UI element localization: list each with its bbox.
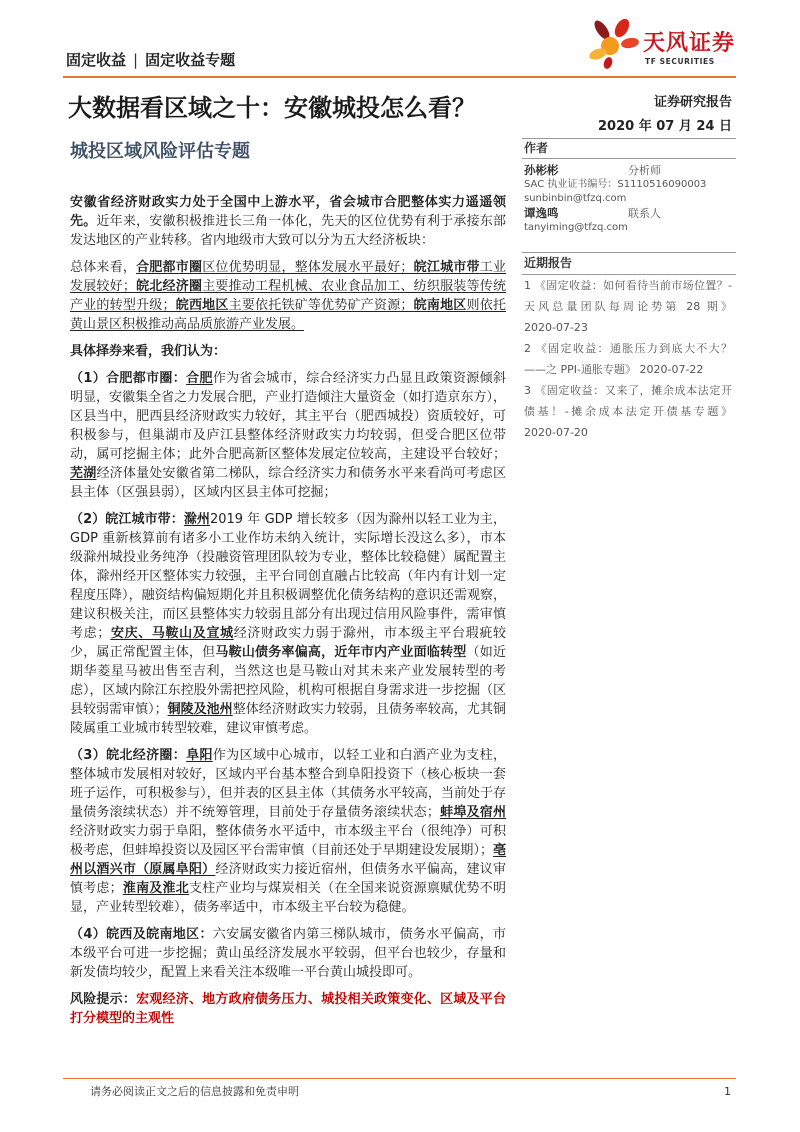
section-text: 支柱产业均与煤炭相关（在全国来说资源禀赋优势不明显，产业转型较难），债务率适中，市本级主平台较为稳健。 bbox=[70, 881, 506, 915]
recent-report-title: 《固定收益：如何看待当前市场位置？-天风总量团队每周论势第 28 期》 bbox=[524, 279, 733, 313]
sidebar-divider bbox=[522, 158, 736, 159]
report-type: 证券研究报告 bbox=[653, 95, 732, 110]
recent-report-date: 2020-07-23 bbox=[524, 321, 588, 334]
author-name: 孙彬彬 bbox=[524, 163, 559, 177]
header-topic: 固定收益专题 bbox=[145, 51, 236, 69]
header-section: 固定收益 bbox=[66, 51, 127, 69]
region-name-wanjiang: 皖江城市带 bbox=[413, 260, 480, 275]
page-subtitle: 城投区域风险评估专题 bbox=[70, 141, 250, 162]
author-email[interactable]: sunbinbin@tfzq.com bbox=[524, 193, 627, 204]
section-wanxi-wannan bbox=[70, 925, 506, 982]
region-name-wannan: 皖南地区 bbox=[413, 298, 467, 313]
tf-securities-logo bbox=[586, 14, 736, 72]
selection-lead: 具体择券来看，我们认为： bbox=[70, 344, 227, 359]
city-name: 安庆、马鞍山及宣城 bbox=[110, 626, 234, 641]
region-name-wanbei: 皖北经济圈 bbox=[135, 279, 203, 294]
intro-text: 近年来，安徽积极推进长三角一体化，先天的区位优势有利于承接东部发达地区的产业转移。省内地级市大致可以分为五大经济板块： bbox=[70, 214, 506, 248]
risk-text: 宏观经济、地方政府债务压力、城投相关政策变化、区域及平台打分模型的主观性 bbox=[70, 992, 506, 1026]
section-text: 2019 年 GDP 增长较多（因为滁州以轻工业为主，GDP 重新核算前有诸多小工业作坊未纳入统计，实际增长没这么多），市本级滁州城投业务纯净（投融资管理团队较为专业，整体比较稳健）属配置主体，滁州经开区整体实力较强，主平台同创直融占比较高（年内有计划一定程度压降），融资结构偏短期化并且积极调整优化债务结构的意识还需观察，建议积极关注，而区县整体实力较弱且部分有出现过信用风险事件，需审慎考虑； bbox=[70, 512, 506, 641]
logo-name-cn: 天风证券 bbox=[643, 31, 736, 56]
section-text: （如近期华菱星马被出售至吉利，当然这也是马鞍山对其未来产业发展转型的考虑），区域内除江东控股外需把控风险，机构可根据自身需求进一步挖掘（区县较弱需审慎）； bbox=[70, 645, 506, 717]
section-heading: （4）皖西及皖南地区： bbox=[70, 927, 213, 942]
overview-paragraph bbox=[70, 258, 506, 334]
section-text: 作为省会城市，综合经济实力凸显且政策资源倾斜明显，安徽集全省之力发展合肥，产业打造倾注大量资金（如打造京东方），区县当中，肥西县经济财政实力较好，其主平台（肥西城投）资质较好，可积极参与，但巢湖市及庐江县整体经济财政实力均较弱，但受合肥区位带动，属可挖掘主体；此外合肥高新区整体发展定位较高，主建设平台较好； bbox=[70, 371, 506, 462]
recent-reports-heading: 近期报告 bbox=[524, 256, 573, 270]
footer-disclaimer: 请务必阅读正文之后的信息披露和免责申明 bbox=[90, 1085, 299, 1098]
city-name: 铜陵及池州 bbox=[167, 702, 233, 717]
city-name: 阜阳 bbox=[186, 748, 213, 763]
recent-report-title: 《固定收益：又来了，摊余成本法定开债基！-摊余成本法定开债基专题》 bbox=[524, 384, 733, 418]
section-text: 六安属安徽省内第三梯队城市，债务水平偏高，市本级平台可进一步挖掘；黄山虽经济发展水平较弱，但平台也较少，存量和新发债均较少，配置上来看关注本级唯一平台黄山城投即可。 bbox=[70, 927, 506, 980]
sidebar-divider bbox=[522, 138, 736, 139]
overview-text: 主要依托铁矿等优势矿产资源； bbox=[228, 298, 414, 313]
city-name: 蚌埠及宿州 bbox=[439, 805, 506, 820]
author-role: 分析师 bbox=[628, 164, 661, 177]
risk-label: 风险提示： bbox=[70, 992, 137, 1007]
section-text: 经济财政实力接近宿州，但债务水平偏高，建议审慎考虑； bbox=[70, 862, 506, 896]
section-text: 经济体量处安徽省第二梯队，综合经济实力和债务水平来看尚可考虑区县主体（区强县弱），区域内区县主体可挖掘； bbox=[70, 466, 506, 500]
overview-text: 主要推动工程机械、农业食品加工、纺织服装等传统产业的转型升级； bbox=[70, 279, 506, 313]
page-title: 大数据看区域之十：安徽城投怎么看？ bbox=[68, 94, 476, 122]
author-role: 联系人 bbox=[628, 207, 661, 220]
footer-divider-line bbox=[63, 1078, 736, 1079]
intro-paragraph bbox=[70, 193, 506, 250]
recent-report-number: 1 bbox=[524, 279, 531, 292]
author-email[interactable]: tanyiming@tfzq.com bbox=[524, 222, 628, 233]
section-wanjiang bbox=[70, 510, 506, 738]
region-name-wanxi: 皖西地区 bbox=[175, 298, 229, 313]
section-text: 经济财政实力弱于阜阳，整体债务水平适中，市本级主平台（很纯净）可积极考虑，但蚌埠投资以及园区平台需审慎（目前还处于早期建设发展期）； bbox=[70, 824, 506, 858]
section-heading: （3）皖北经济圈： bbox=[70, 748, 187, 763]
city-name: 合肥 bbox=[186, 371, 213, 386]
author-row bbox=[524, 206, 732, 221]
author-name: 谭逸鸣 bbox=[524, 206, 559, 220]
overview-text: 区位优势明显，整体发展水平最好； bbox=[202, 260, 414, 275]
overview-text: 则依托黄山景区积极推动高品质旅游产业发展。 bbox=[70, 298, 506, 332]
header-divider: | bbox=[133, 51, 139, 69]
section-text: 作为区域中心城市，以轻工业和白酒产业为支柱，整体城市发展相对较好，区域内平台基本整合到阜阳投资下（核心板块一套班子运作，可积极参与），但并表的区县主体（其债务水平较高，当前处于存量债务滚续状态）并不统筹管理，目前处于存量债务滚续状态； bbox=[70, 748, 506, 820]
authors-heading: 作者 bbox=[524, 141, 549, 155]
tf-flower-logo-icon bbox=[586, 16, 640, 70]
sidebar-divider bbox=[522, 252, 736, 253]
city-name: 亳州以酒兴市（原属阜阳） bbox=[70, 843, 506, 877]
section-highlight: 马鞍山债务率偏高，近年市内产业面临转型 bbox=[215, 645, 467, 660]
recent-report-item bbox=[524, 380, 732, 443]
recent-report-item bbox=[524, 275, 732, 338]
logo-name-en: TF SECURITIES bbox=[645, 57, 715, 66]
section-text: 经济财政实力弱于滁州，市本级主平台瑕疵较少，属正常配置主体，但 bbox=[70, 626, 506, 660]
section-heading: （2）皖江城市带： bbox=[70, 512, 184, 527]
header-divider-line bbox=[63, 76, 736, 78]
recent-report-title: 《固定收益：通胀压力到底大不大？——之 PPI-通胀专题》 bbox=[524, 342, 732, 376]
city-name: 淮南及淮北 bbox=[122, 881, 189, 896]
author-row bbox=[524, 163, 732, 178]
city-name: 芜湖 bbox=[70, 466, 97, 481]
author-certificate: SAC 执业证书编号：S1110516090003 bbox=[524, 179, 707, 190]
section-wanbei bbox=[70, 746, 506, 917]
section-text: 整体经济财政实力较弱，且债务率较高，尤其铜陵属重工业城市转型较难，建议审慎考虑。 bbox=[70, 702, 506, 736]
recent-reports-list bbox=[524, 275, 732, 443]
recent-report-number: 3 bbox=[524, 384, 531, 397]
risk-warning bbox=[70, 990, 506, 1028]
overview-lead-in: 总体来看， bbox=[70, 260, 137, 275]
overview-text: 工业发展较好； bbox=[70, 260, 506, 294]
section-hefei-metro bbox=[70, 369, 506, 502]
report-category-header bbox=[66, 51, 235, 69]
page-number: 1 bbox=[724, 1085, 731, 1098]
recent-report-date: 2020-07-20 bbox=[524, 426, 588, 439]
report-date: 2020 年 07 月 24 日 bbox=[598, 119, 732, 134]
region-name-hefei-metro: 合肥都市圈 bbox=[136, 260, 203, 275]
section-heading: （1）合肥都市圈： bbox=[70, 371, 187, 386]
intro-key-finding: 安徽省经济财政实力处于全国中上游水平，省会城市合肥整体实力遥遥领先。 bbox=[70, 195, 506, 229]
recent-report-date: 2020-07-22 bbox=[639, 363, 704, 376]
recent-report-item bbox=[524, 338, 732, 380]
report-summary bbox=[70, 193, 506, 1036]
recent-report-number: 2 bbox=[524, 342, 531, 355]
city-name: 滁州 bbox=[183, 512, 210, 527]
author-list bbox=[524, 163, 732, 235]
